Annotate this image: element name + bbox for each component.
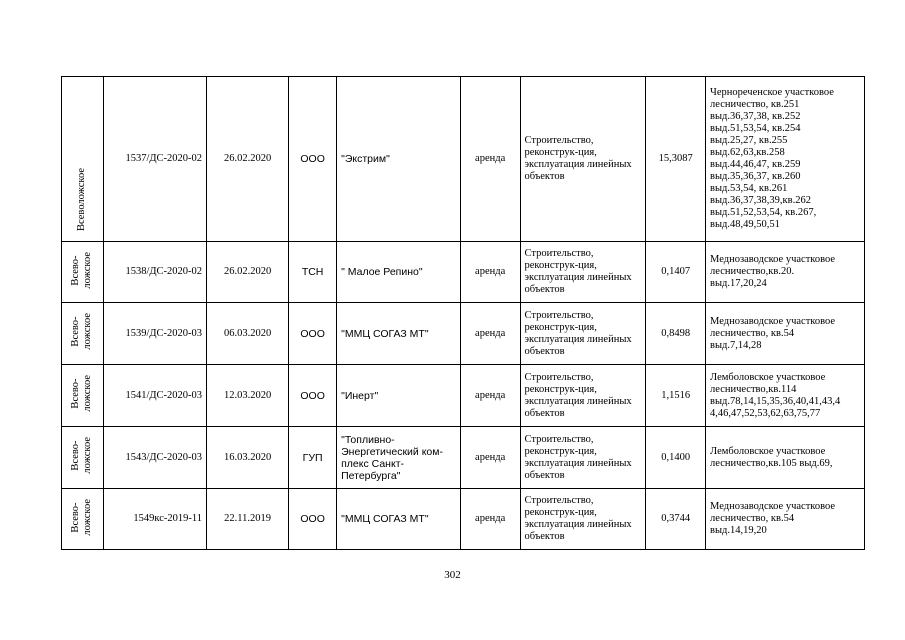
table-row bbox=[62, 365, 865, 427]
org-form-cell: ООО bbox=[289, 489, 337, 550]
area-cell: 0,8498 bbox=[646, 303, 706, 365]
contract-number-cell: 1543/ДС-2020-03 bbox=[103, 427, 206, 489]
district-label: Всево- ложское bbox=[70, 375, 94, 412]
purpose-cell: Строительство, реконструк-ция, эксплуатация линейных объектов bbox=[520, 489, 646, 550]
district-label: Всево- ложское bbox=[70, 251, 94, 289]
table-row bbox=[62, 303, 865, 365]
purpose-cell: Строительство, реконструк-ция, эксплуатация линейных объектов bbox=[520, 427, 646, 489]
purpose-cell: Строительство, реконструк-ция, эксплуатация линейных объектов bbox=[520, 303, 646, 365]
district-label: Всево- ложское bbox=[70, 498, 94, 536]
district-cell bbox=[62, 242, 104, 303]
location-cell: Меднозаводское участковое лесничество, кв.54 выд.14,19,20 bbox=[706, 489, 865, 550]
area-cell: 1,1516 bbox=[646, 365, 706, 427]
contract-number-cell: 1537/ДС-2020-02 bbox=[103, 77, 206, 242]
district-cell bbox=[62, 365, 104, 427]
date-cell: 16.03.2020 bbox=[207, 427, 289, 489]
lease-type-cell: аренда bbox=[460, 489, 520, 550]
org-form-cell: ТСН bbox=[289, 242, 337, 303]
contract-number-cell: 1538/ДС-2020-02 bbox=[103, 242, 206, 303]
lease-type-cell: аренда bbox=[460, 365, 520, 427]
table-row bbox=[62, 77, 865, 242]
date-cell: 26.02.2020 bbox=[207, 77, 289, 242]
lease-type-cell: аренда bbox=[460, 77, 520, 242]
lease-type-cell: аренда bbox=[460, 303, 520, 365]
district-cell bbox=[62, 427, 104, 489]
area-cell: 0,1400 bbox=[646, 427, 706, 489]
contract-number-cell: 1541/ДС-2020-03 bbox=[103, 365, 206, 427]
date-cell: 22.11.2019 bbox=[207, 489, 289, 550]
org-name-cell: " Малое Репино" bbox=[337, 242, 461, 303]
location-cell: Меднозаводское участковое лесничество, кв.54 выд.7,14,28 bbox=[706, 303, 865, 365]
district-label: Всеволожское bbox=[76, 167, 88, 231]
date-cell: 06.03.2020 bbox=[207, 303, 289, 365]
date-cell: 12.03.2020 bbox=[207, 365, 289, 427]
location-cell: Лемболовское участковое лесничество,кв.105 выд.69, bbox=[706, 427, 865, 489]
contract-number-cell: 1549кс-2019-11 bbox=[103, 489, 206, 550]
org-form-cell: ГУП bbox=[289, 427, 337, 489]
lease-table bbox=[61, 76, 865, 550]
location-cell: Меднозаводское участковое лесничество,кв.20. выд.17,20,24 bbox=[706, 242, 865, 303]
district-label: Всево- ложское bbox=[70, 437, 94, 474]
org-name-cell: "Топливно-Энергетический ком-плекс Санкт-Петербурга" bbox=[337, 427, 461, 489]
district-cell bbox=[62, 303, 104, 365]
table-row bbox=[62, 242, 865, 303]
org-name-cell: "Экстрим" bbox=[337, 77, 461, 242]
date-cell: 26.02.2020 bbox=[207, 242, 289, 303]
lease-type-cell: аренда bbox=[460, 242, 520, 303]
page-number: 302 bbox=[444, 569, 461, 581]
lease-type-cell: аренда bbox=[460, 427, 520, 489]
district-label: Всево- ложское bbox=[70, 313, 94, 350]
org-name-cell: "Инерт" bbox=[337, 365, 461, 427]
area-cell: 0,1407 bbox=[646, 242, 706, 303]
area-cell: 0,3744 bbox=[646, 489, 706, 550]
table-row bbox=[62, 427, 865, 489]
location-cell: Чернореченское участковое лесничество, кв.251 выд.36,37,38, кв.252 выд.51,53,54, кв.254 выд.25,27, кв.255 выд.62,63,кв.258 выд.44,46,47, кв.259 выд.35,36,37, кв.260 выд.53,54, кв.261 выд.36,37,38,39,кв.262 выд.51,52,53,54, кв.267, выд.48,49,50,51 bbox=[706, 77, 865, 242]
org-name-cell: "ММЦ СОГАЗ МТ" bbox=[337, 489, 461, 550]
purpose-cell: Строительство, реконструк-ция, эксплуатация линейных объектов bbox=[520, 242, 646, 303]
contract-number-cell: 1539/ДС-2020-03 bbox=[103, 303, 206, 365]
org-form-cell: ООО bbox=[289, 77, 337, 242]
district-cell bbox=[62, 77, 104, 242]
location-cell: Лемболовское участковое лесничество,кв.114 выд.78,14,15,35,36,40,41,43,4 4,46,47,52,53,62,63,75,77 bbox=[706, 365, 865, 427]
district-cell bbox=[62, 489, 104, 550]
purpose-cell: Строительство, реконструк-ция, эксплуатация линейных объектов bbox=[520, 77, 646, 242]
org-form-cell: ООО bbox=[289, 303, 337, 365]
org-form-cell: ООО bbox=[289, 365, 337, 427]
purpose-cell: Строительство, реконструк-ция, эксплуатация линейных объектов bbox=[520, 365, 646, 427]
area-cell: 15,3087 bbox=[646, 77, 706, 242]
table-row bbox=[62, 489, 865, 550]
org-name-cell: "ММЦ СОГАЗ МТ" bbox=[337, 303, 461, 365]
